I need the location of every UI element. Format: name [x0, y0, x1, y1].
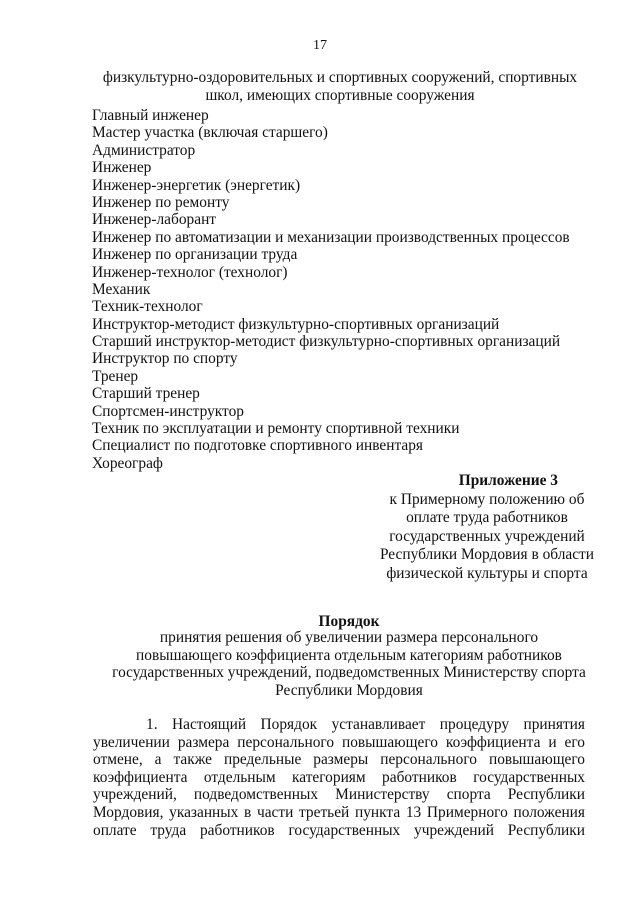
body-line: Мордовия, указанных в части третьей пункта 13 Примерного положения: [93, 803, 585, 821]
position-item: Техник-технолог: [92, 298, 203, 316]
body-paragraph: [93, 716, 585, 839]
body-line: коэффициента отдельным категориям работников государственных: [93, 768, 585, 786]
document-title: Порядок: [318, 613, 380, 630]
position-item: Специалист по подготовке спортивного инвентаря: [92, 437, 423, 455]
section-heading-line: школ, имеющих спортивные сооружения: [205, 87, 475, 104]
section-heading: [0, 69, 640, 105]
position-list: [92, 107, 570, 472]
position-item: Старший инструктор-методист физкультурно-спортивных организаций: [92, 333, 561, 351]
position-item: Инструктор по спорту: [92, 350, 238, 368]
position-item: Инженер: [92, 159, 152, 177]
position-item: Инженер по организации труда: [92, 246, 298, 264]
position-item: Старший тренер: [92, 385, 200, 403]
document-subtitle-line: повышающего коэффициента отдельным категориям работников: [136, 646, 562, 664]
appendix-title: Приложение 3: [458, 472, 558, 489]
position-item: Инженер-лаборант: [92, 211, 217, 229]
position-item: Техник по эксплуатации и ремонту спортивной техники: [92, 420, 460, 438]
position-item: Тренер: [92, 367, 139, 385]
document-subtitle-line: Республики Мордовия: [275, 681, 423, 699]
position-item: Инструктор-методист физкультурно-спортивных организаций: [92, 315, 500, 333]
body-line: 1. Настоящий Порядок устанавливает процедуру принятия: [146, 716, 585, 733]
document-subtitle-line: принятия решения об увеличении размера персонального: [159, 629, 539, 646]
appendix-block: [376, 472, 598, 584]
position-item: Мастер участка (включая старшего): [92, 124, 328, 142]
position-item: Механик: [92, 280, 151, 298]
position-item: Главный инженер: [92, 107, 209, 124]
position-item: Спортсмен-инструктор: [92, 402, 244, 420]
position-item: Хореограф: [92, 454, 163, 472]
appendix-line: государственных учреждений: [389, 527, 585, 545]
position-item: Инженер по ремонту: [92, 193, 230, 211]
body-line: оплате труда работников государственных учреждений Республики: [93, 821, 585, 839]
position-item: Администратор: [92, 141, 196, 159]
appendix-line: физической культуры и спорта: [386, 564, 588, 582]
position-item: Инженер по автоматизации и механизации производственных процессов: [92, 228, 570, 246]
appendix-line: Республики Мордовия в области: [379, 546, 595, 564]
body-line: учреждений, подведомственных Министерству спорта Республики: [93, 786, 585, 804]
position-item: Инженер-технолог (технолог): [92, 263, 288, 281]
body-line: отмене, а также предельные размеры персонального повышающего: [93, 751, 585, 769]
body-line: увеличении размера персонального повышающего коэффициента и его: [93, 733, 585, 751]
appendix-line: к Примерному положению об: [389, 490, 585, 508]
position-item: Инженер-энергетик (энергетик): [92, 176, 301, 194]
document-subtitle-line: государственных учреждений, подведомственных Министерству спорта: [112, 664, 586, 681]
section-heading-line: физкультурно-оздоровительных и спортивных сооружений, спортивных: [102, 69, 578, 86]
document-subtitle: [0, 629, 640, 699]
appendix-line: оплате труда работников: [406, 509, 568, 527]
page-number: 17: [313, 38, 327, 53]
